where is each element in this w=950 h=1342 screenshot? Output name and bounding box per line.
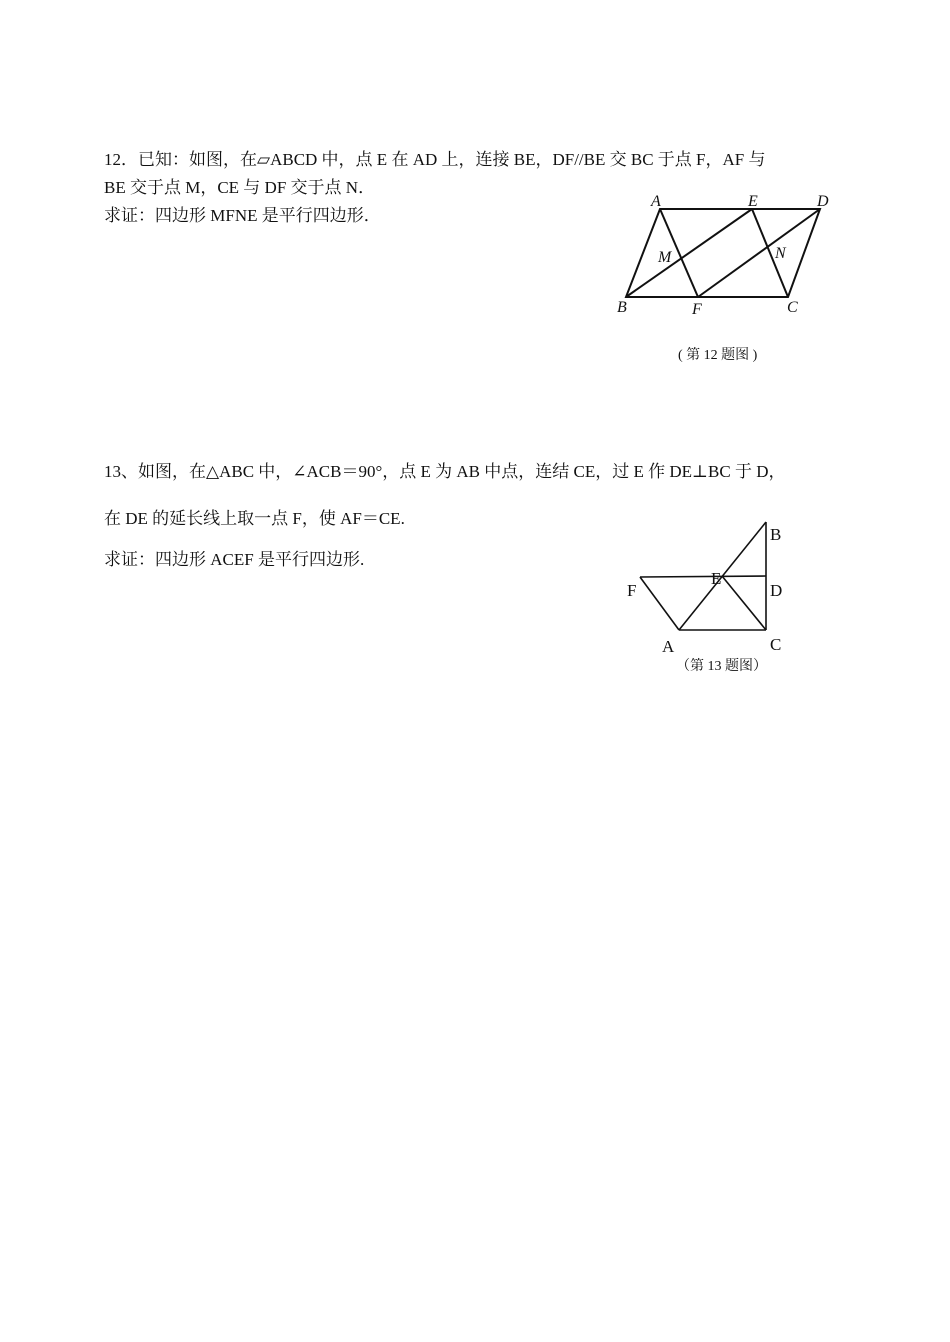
segment-ec (722, 576, 766, 630)
label-d-13: D (770, 581, 783, 600)
problem12-line2: BE 交于点 M，CE 与 DF 交于点 N． (104, 178, 376, 197)
label-m-12: M (658, 249, 672, 266)
label-b-13: B (770, 525, 782, 544)
label-n-12: N (775, 245, 786, 262)
problem13-line3: 求证：四边形 ACEF 是平行四边形. (104, 550, 365, 569)
problem13-line1: 13、如图，在△ABC 中，∠ACB＝90°，点 E 为 AB 中点，连结 CE，过 E 作 DE⊥BC 于 D， (104, 462, 786, 481)
label-a-13: A (662, 637, 675, 656)
label-d-12: D (817, 193, 829, 210)
label-f-12: F (692, 301, 702, 318)
label-c-13: C (770, 635, 782, 654)
label-e-12: E (748, 193, 758, 210)
problem12-line3: 求证：四边形 MFNE 是平行四边形． (104, 206, 381, 225)
label-a-12: A (651, 193, 661, 210)
label-b-12: B (617, 299, 627, 316)
problem13-line2: 在 DE 的延长线上取一点 F，使 AF＝CE. (104, 509, 405, 528)
segment-fd (640, 576, 766, 577)
label-e-13: E (711, 569, 722, 588)
segment-fa (640, 577, 679, 630)
problem12-line1: 12．已知：如图，在▱ABCD 中，点 E 在 AD 上，连接 BE，DF//BE 交 BC 于点 F，AF 与 (104, 150, 766, 169)
caption-12: ( 第 12 题图 ) (678, 348, 758, 363)
label-f-13: F (627, 581, 637, 600)
caption-13: （第 13 题图） (676, 659, 767, 674)
label-c-12: C (787, 299, 798, 316)
